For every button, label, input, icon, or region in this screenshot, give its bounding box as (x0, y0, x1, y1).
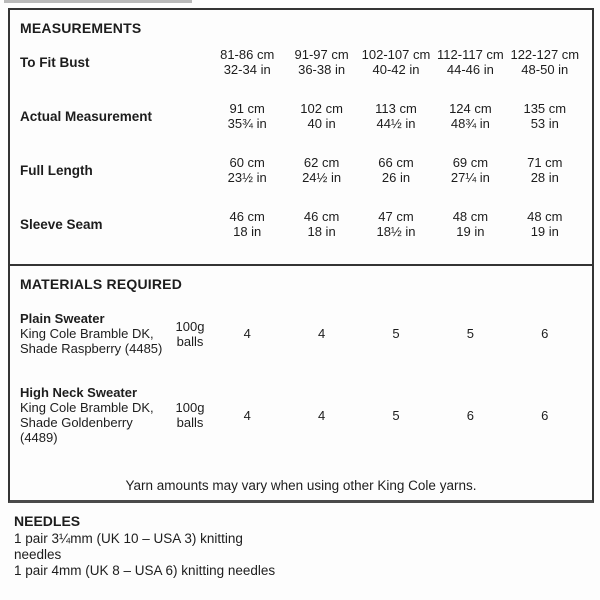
value-cm: 66 cm (378, 155, 414, 170)
value-in: 53 in (530, 116, 559, 131)
value-cm: 60 cm (229, 155, 265, 170)
quantity-value: 4 (243, 407, 251, 423)
needles-title: NEEDLES (14, 513, 81, 529)
size-value (508, 209, 582, 239)
size-value (359, 155, 433, 185)
value-in: 36-38 in (298, 62, 346, 77)
material-unit (170, 400, 210, 430)
needles-line: 1 pair 4mm (UK 8 – USA 6) knitting needles (14, 563, 276, 578)
size-value (433, 155, 507, 185)
quantity-value: 6 (541, 326, 549, 341)
size-value (508, 47, 582, 77)
value-cm: 113 cm (375, 101, 417, 116)
value-cm: 46 cm (303, 209, 340, 224)
value-in: 24½ in (302, 170, 342, 185)
materials-section (10, 264, 592, 500)
needles-line: needles (14, 547, 62, 562)
value-in: 28 in (530, 170, 559, 185)
value-cm: 69 cm (452, 155, 489, 170)
material-desc-line: Shade Raspberry (4485) (20, 341, 163, 356)
size-value (508, 101, 582, 131)
pattern-table-box (8, 8, 594, 503)
size-value (284, 209, 358, 239)
material-desc-line: (4489) (20, 430, 58, 445)
row-label: Sleeve Seam (20, 216, 103, 232)
value-in: 19 in (456, 224, 485, 239)
material-row-high-neck-sweater (20, 385, 582, 445)
quantity-value: 5 (392, 407, 400, 423)
value-in: 19 in (530, 224, 559, 239)
value-cm: 48 cm (452, 209, 489, 224)
measurements-section (10, 10, 592, 264)
unit-line: 100g (175, 400, 205, 415)
value-in: 18 in (233, 224, 262, 239)
size-value (210, 101, 284, 131)
value-cm: 81-86 cm (220, 47, 275, 62)
quantity-value: 4 (243, 326, 251, 341)
size-value (433, 209, 507, 239)
needles-section (14, 513, 275, 579)
quantity-value: 4 (317, 407, 326, 423)
material-description (20, 311, 170, 356)
material-name: Plain Sweater (20, 311, 105, 326)
quantity-value: 5 (392, 326, 400, 341)
value-cm: 47 cm (378, 209, 414, 224)
value-cm: 91-97 cm (294, 47, 349, 62)
row-label: To Fit Bust (20, 54, 90, 70)
quantity-value: 6 (541, 407, 549, 423)
measurements-title: MEASUREMENTS (20, 20, 142, 36)
size-value (284, 47, 358, 77)
value-in: 27¼ in (450, 170, 490, 185)
value-in: 48-50 in (521, 62, 569, 77)
material-desc-line: King Cole Bramble DK, (20, 326, 154, 341)
size-value (433, 47, 507, 77)
value-in: 23½ in (227, 170, 267, 185)
size-value (284, 101, 358, 131)
value-cm: 46 cm (229, 209, 265, 224)
size-value (210, 209, 284, 239)
row-label: Actual Measurement (20, 108, 153, 124)
size-value (359, 209, 433, 239)
unit-line: 100g (175, 318, 205, 334)
measurement-row-actual-measurement (20, 101, 582, 131)
value-cm: 48 cm (527, 209, 563, 224)
yarn-note: Yarn amounts may vary when using other King Cole yarns. (125, 478, 477, 493)
cropped-page-edge-artifact (4, 0, 192, 3)
quantity-value: 4 (317, 326, 326, 341)
size-value (359, 47, 433, 77)
size-value (210, 47, 284, 77)
unit-line: balls (176, 415, 204, 430)
value-in: 44½ in (376, 116, 416, 131)
unit-line: balls (176, 333, 204, 349)
size-value (210, 155, 284, 185)
value-cm: 91 cm (229, 101, 265, 116)
measurement-row-to-fit-bust (20, 47, 582, 77)
size-value (508, 155, 582, 185)
value-cm: 135 cm (523, 101, 567, 116)
value-in: 40 in (307, 116, 336, 131)
value-cm: 62 cm (303, 155, 340, 170)
value-in: 32-34 in (223, 62, 271, 77)
size-value (284, 155, 358, 185)
value-cm: 102 cm (300, 101, 343, 116)
quantity-value: 5 (466, 326, 474, 341)
value-cm: 112-117 cm (437, 47, 504, 62)
material-unit (170, 319, 210, 349)
material-desc-line: Shade Goldenberry (20, 415, 133, 430)
materials-title: MATERIALS REQUIRED (20, 276, 183, 292)
value-in: 40-42 in (372, 62, 420, 77)
value-in: 18½ in (376, 224, 416, 239)
material-name: High Neck Sweater (20, 385, 138, 400)
value-in: 35¾ in (227, 116, 267, 131)
value-in: 44-46 in (446, 62, 494, 77)
material-description (20, 385, 170, 445)
measurement-row-sleeve-seam (20, 209, 582, 239)
value-cm: 122-127 cm (510, 47, 580, 62)
value-in: 18 in (307, 224, 336, 239)
value-cm: 71 cm (527, 155, 563, 170)
value-cm: 102-107 cm (361, 47, 431, 62)
material-row-plain-sweater (20, 311, 582, 356)
value-cm: 124 cm (449, 101, 492, 116)
value-in: 26 in (381, 170, 411, 185)
material-desc-line: King Cole Bramble DK, (20, 400, 154, 415)
measurement-row-full-length (20, 155, 582, 185)
row-label: Full Length (20, 162, 93, 178)
size-value (433, 101, 507, 131)
size-value (359, 101, 433, 131)
needles-line: 1 pair 3¼mm (UK 10 – USA 3) knitting (14, 531, 243, 546)
quantity-value: 6 (466, 407, 474, 423)
value-in: 48¾ in (450, 116, 490, 131)
